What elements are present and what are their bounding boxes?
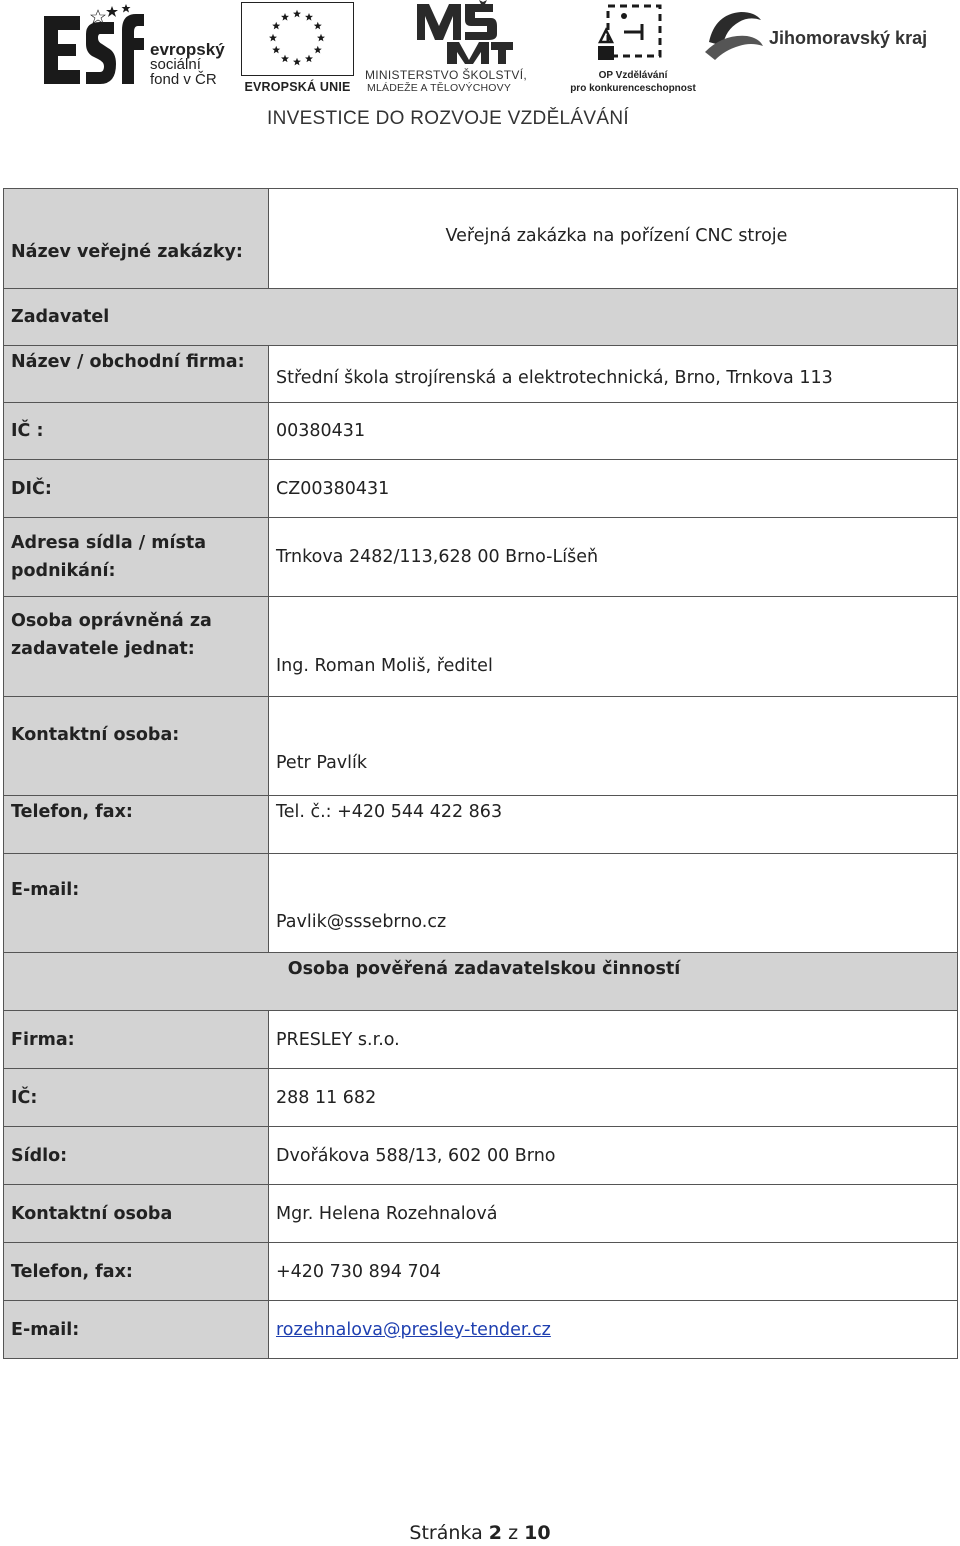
table-row	[4, 403, 958, 460]
agent-ic-value: 288 11 682	[269, 1069, 958, 1127]
section-zadavatel: Zadavatel	[4, 289, 958, 346]
table-row	[4, 460, 958, 518]
agent-email-cell	[269, 1301, 958, 1359]
contact-value: Petr Pavlík	[269, 697, 958, 796]
dic-value: CZ00380431	[269, 460, 958, 518]
msmt-logo	[365, 0, 565, 98]
agent-seat-value: Dvořákova 588/13, 602 00 Brno	[269, 1127, 958, 1185]
table-row	[4, 1301, 958, 1359]
agent-email-link[interactable]: rozehnalova@presley-tender.cz	[276, 1319, 551, 1340]
table-row	[4, 597, 958, 697]
agent-contact-label: Kontaktní osoba	[4, 1185, 269, 1243]
ic-label: IČ :	[4, 403, 269, 460]
msmt-line-1: MINISTERSTVO ŠKOLSTVÍ,	[365, 68, 527, 82]
esf-mark-icon	[38, 4, 146, 94]
msmt-mark-icon	[413, 0, 513, 66]
op-logo	[568, 2, 698, 98]
footer-page-number: 2	[488, 1522, 503, 1544]
table-row	[4, 189, 958, 289]
footer-separator: z	[508, 1522, 519, 1544]
op-mark-icon	[594, 2, 666, 66]
table-row	[4, 1243, 958, 1301]
eu-star-icon	[317, 34, 325, 42]
email-label: E-mail:	[4, 854, 269, 953]
eu-star-icon	[281, 55, 289, 63]
table-row	[4, 953, 958, 1011]
slogan: INVESTICE DO ROZVOJE VZDĚLÁVÁNÍ	[267, 108, 629, 129]
authorized-label-line-2: zadavatele jednat:	[11, 639, 195, 659]
esf-line-1: evropský	[150, 40, 225, 59]
eu-star-icon	[314, 46, 322, 54]
footer-prefix: Stránka	[409, 1522, 483, 1544]
table-row	[4, 697, 958, 796]
eu-caption: EVROPSKÁ UNIE	[244, 80, 351, 94]
op-line-1: OP Vzdělávání	[598, 70, 668, 81]
section-agent: Osoba pověřená zadavatelskou činností	[4, 953, 958, 1011]
phone-label: Telefon, fax:	[4, 796, 269, 854]
agent-ic-label: IČ:	[4, 1069, 269, 1127]
table-row	[4, 1011, 958, 1069]
region-mark-icon	[703, 6, 765, 62]
agent-phone-label: Telefon, fax:	[4, 1243, 269, 1301]
eu-flag-icon	[241, 2, 354, 76]
address-label-line-1: Adresa sídla / místa	[11, 533, 207, 553]
agent-phone-value: +420 730 894 704	[269, 1243, 958, 1301]
contract-info-table	[3, 188, 958, 1359]
eu-star-icon	[314, 22, 322, 30]
contract-name-label: Název veřejné zakázky:	[4, 189, 269, 289]
email-value: Pavlik@sssebrno.cz	[269, 854, 958, 953]
footer-page-total: 10	[524, 1522, 551, 1544]
table-row	[4, 1127, 958, 1185]
agent-contact-value: Mgr. Helena Rozehnalová	[269, 1185, 958, 1243]
address-label-line-2: podnikání:	[11, 561, 116, 581]
eu-star-icon	[293, 10, 301, 18]
phone-value: Tel. č.: +420 544 422 863	[269, 796, 958, 854]
authorized-label-line-1: Osoba oprávněná za	[11, 611, 212, 631]
agent-firm-label: Firma:	[4, 1011, 269, 1069]
esf-line-3: fond v ČR	[150, 71, 217, 88]
esf-line-2: sociální	[150, 56, 201, 73]
table-row	[4, 796, 958, 854]
table-row	[4, 1069, 958, 1127]
firm-label: Název / obchodní firma:	[4, 346, 269, 403]
address-value: Trnkova 2482/113,628 00 Brno-Líšeň	[269, 518, 958, 597]
esf-logo	[38, 4, 238, 94]
region-logo	[703, 4, 933, 66]
eu-star-icon	[293, 58, 301, 66]
op-line-2: pro konkurenceschopnost	[570, 83, 696, 94]
eu-star-icon	[281, 13, 289, 21]
logo-bar	[0, 0, 960, 140]
eu-star-icon	[305, 55, 313, 63]
agent-email-label: E-mail:	[4, 1301, 269, 1359]
contact-label: Kontaktní osoba:	[4, 697, 269, 796]
address-label	[4, 518, 269, 597]
table-row	[4, 518, 958, 597]
agent-seat-label: Sídlo:	[4, 1127, 269, 1185]
ic-value: 00380431	[269, 403, 958, 460]
firm-value: Střední škola strojírenská a elektrotechnická, Brno, Trnkova 113	[269, 346, 958, 403]
eu-star-icon	[272, 46, 280, 54]
region-name: Jihomoravský kraj	[769, 28, 928, 48]
eu-star-icon	[269, 34, 277, 42]
contract-name-value: Veřejná zakázka na pořízení CNC stroje	[269, 189, 958, 289]
authorized-label	[4, 597, 269, 697]
dic-label: DIČ:	[4, 460, 269, 518]
eu-star-icon	[272, 22, 280, 30]
table-row	[4, 854, 958, 953]
eu-star-icon	[305, 13, 313, 21]
esf-text	[150, 42, 225, 87]
msmt-line-2: MLÁDEŽE A TĚLOVÝCHOVY	[367, 82, 512, 94]
table-row	[4, 1185, 958, 1243]
table-row	[4, 289, 958, 346]
authorized-value: Ing. Roman Moliš, ředitel	[269, 597, 958, 697]
page-footer	[0, 1522, 960, 1544]
table-row	[4, 346, 958, 403]
agent-firm-value: PRESLEY s.r.o.	[269, 1011, 958, 1069]
eu-logo	[241, 2, 354, 95]
